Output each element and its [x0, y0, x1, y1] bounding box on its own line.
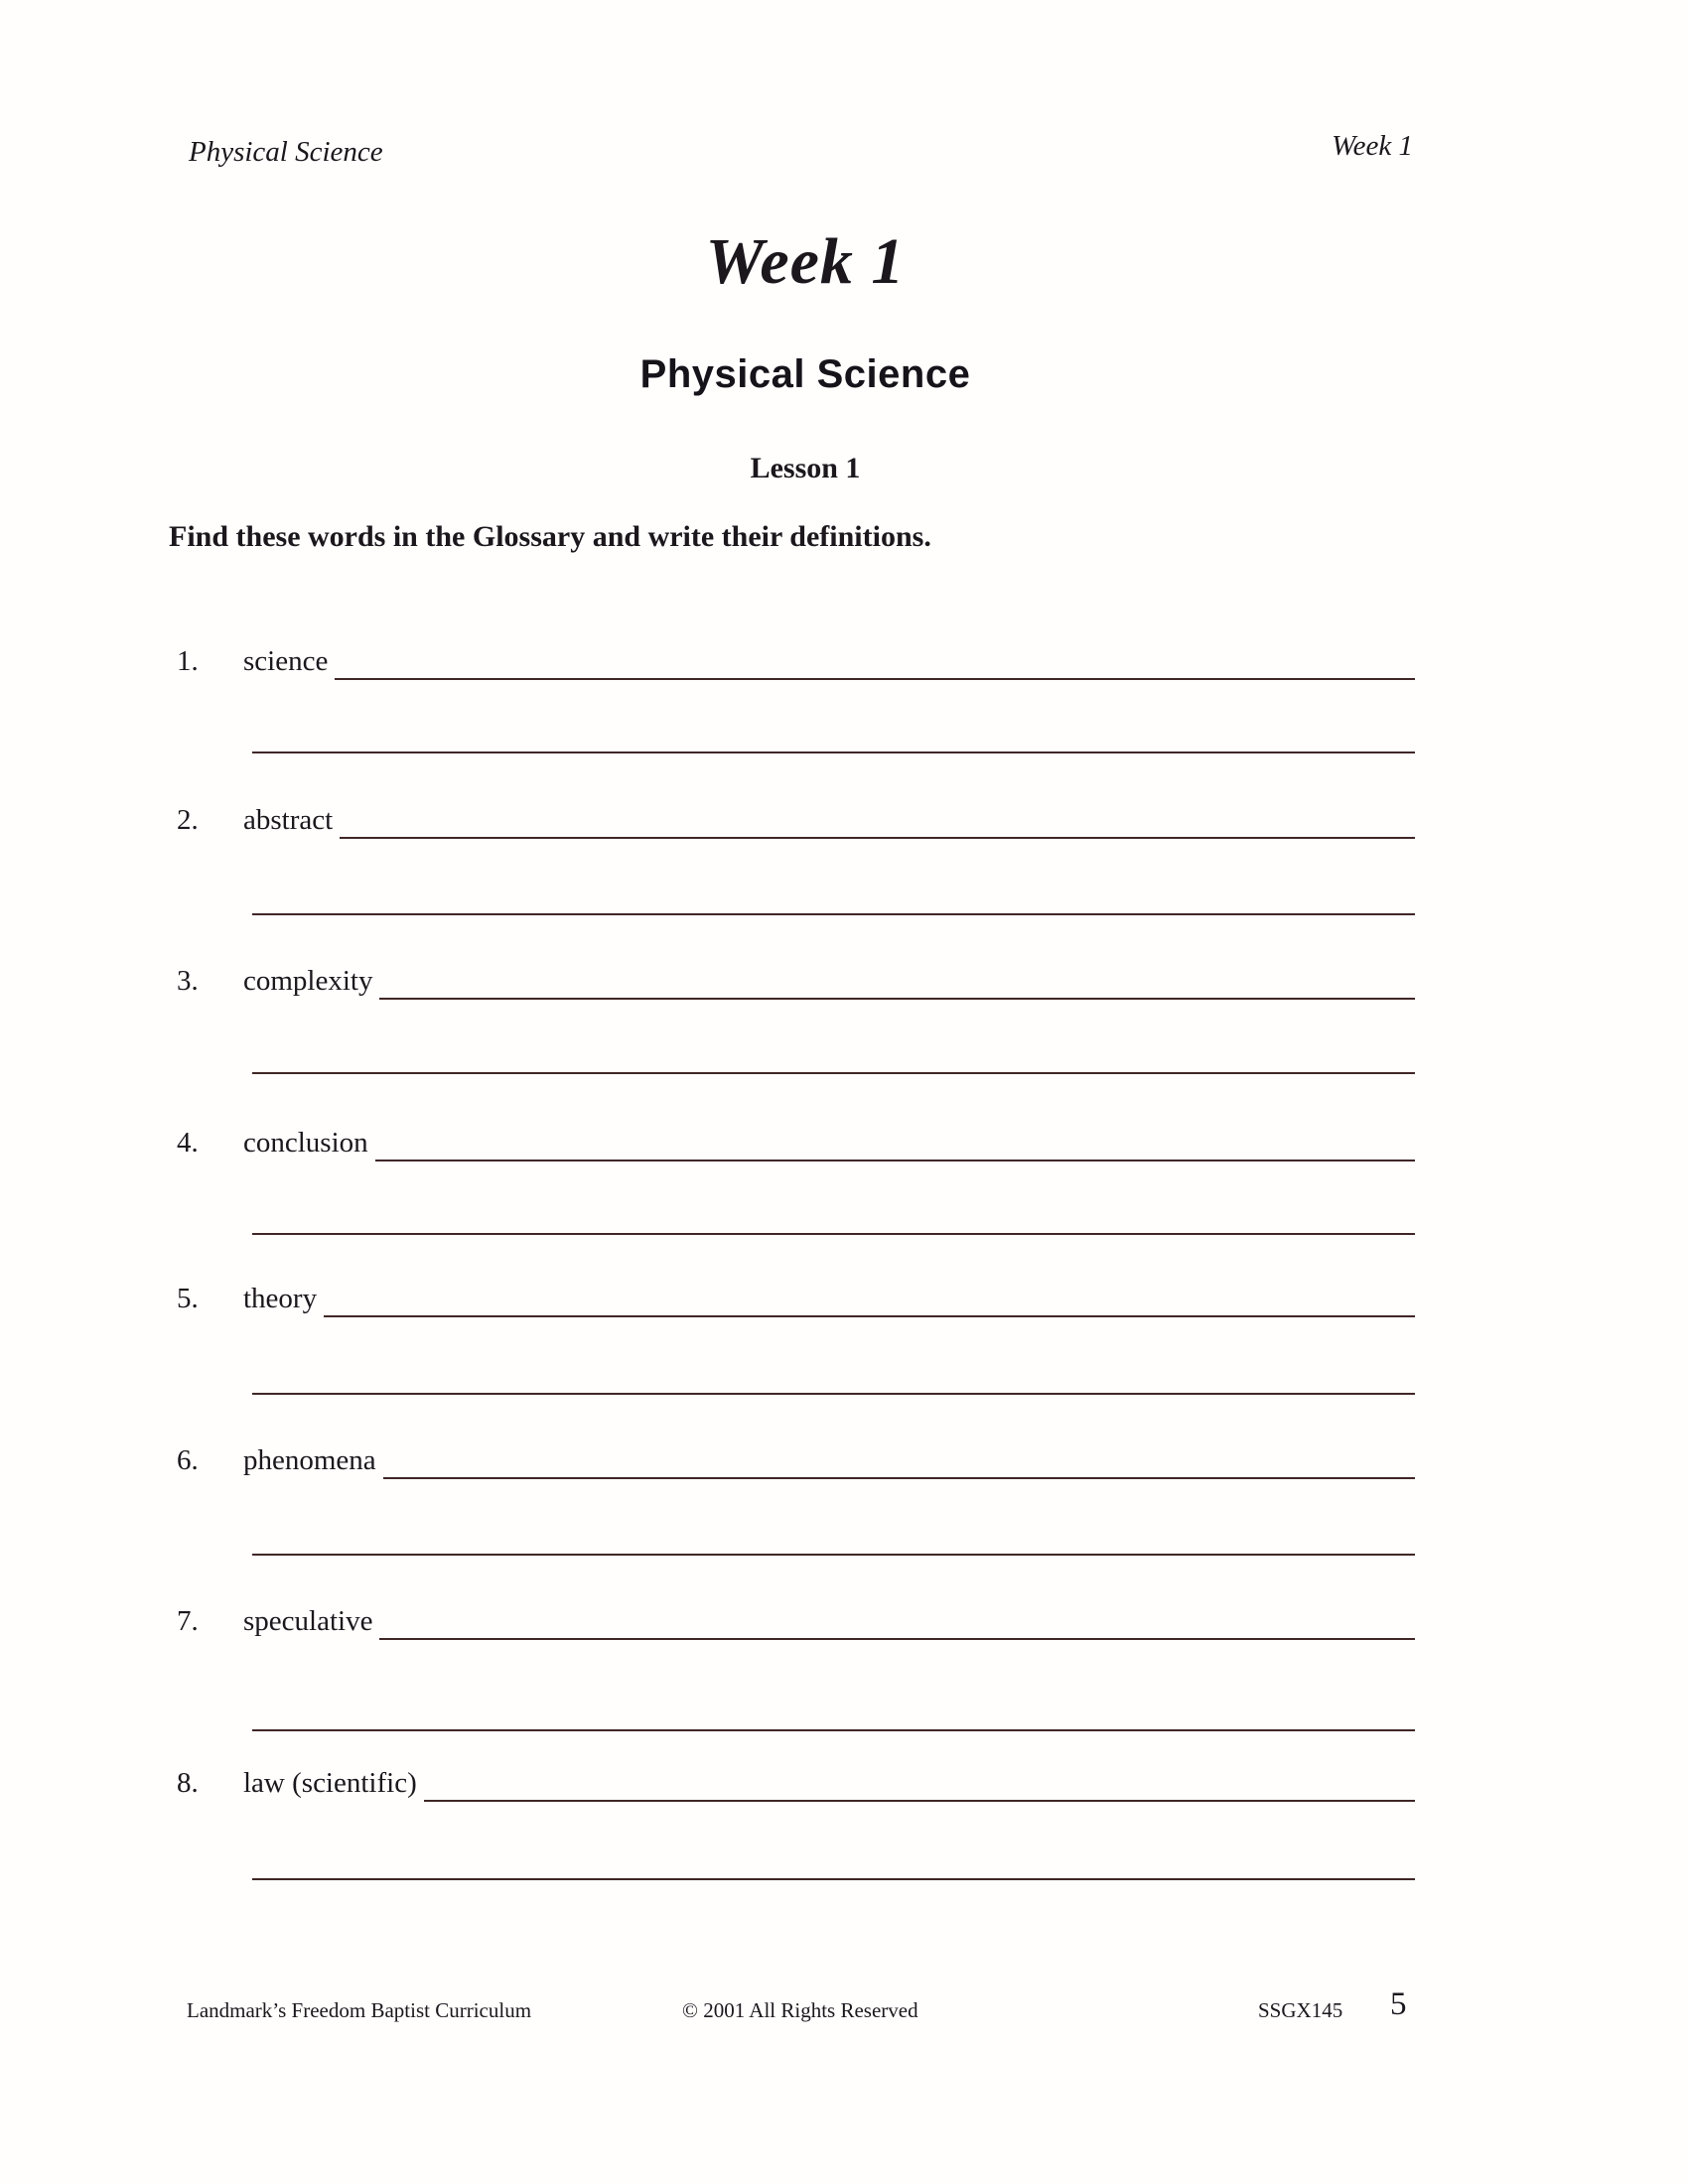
vocab-item-theory: [177, 1280, 1415, 1317]
instructions-text: Find these words in the Glossary and write their definitions.: [169, 520, 931, 553]
answer-line-continuation: [252, 1878, 1415, 1880]
item-number: 7.: [177, 1605, 199, 1637]
answer-line-continuation: [252, 1233, 1415, 1235]
vocab-item-phenomena: [177, 1441, 1415, 1479]
answer-line: [383, 1477, 1415, 1479]
item-number: 1.: [177, 645, 199, 677]
item-number: 4.: [177, 1127, 199, 1159]
item-word: phenomena: [243, 1444, 376, 1476]
footer-publisher: Landmark’s Freedom Baptist Curriculum: [187, 1998, 532, 2022]
item-word: abstract: [243, 804, 334, 836]
item-word: speculative: [243, 1605, 373, 1637]
answer-line: [424, 1800, 1415, 1802]
item-number: 5.: [177, 1283, 199, 1314]
answer-line-continuation: [252, 1393, 1415, 1395]
answer-line-continuation: [252, 1729, 1415, 1731]
vocab-item-speculative: [177, 1602, 1415, 1640]
vocab-item-conclusion: [177, 1124, 1415, 1161]
item-word: law (scientific): [243, 1767, 417, 1799]
running-header-week: Week 1: [1332, 130, 1413, 162]
lesson-heading: Lesson 1: [750, 452, 861, 484]
item-number: 2.: [177, 804, 199, 836]
page-title: Week 1: [705, 225, 906, 298]
item-word: theory: [243, 1283, 318, 1314]
footer-code: SSGX145: [1258, 1998, 1343, 2022]
item-word: conclusion: [243, 1127, 368, 1159]
answer-line: [375, 1160, 1415, 1161]
answer-line: [335, 678, 1415, 680]
vocab-item-law-scientific: [177, 1764, 1415, 1802]
vocab-item-abstract: [177, 801, 1415, 839]
answer-line: [340, 837, 1415, 839]
item-number: 8.: [177, 1767, 199, 1799]
answer-line-continuation: [252, 751, 1415, 753]
answer-line-continuation: [252, 1072, 1415, 1074]
answer-line: [324, 1315, 1415, 1317]
item-word: science: [243, 645, 329, 677]
vocab-item-science: [177, 642, 1415, 680]
answer-line-continuation: [252, 1554, 1415, 1556]
item-number: 3.: [177, 965, 199, 997]
footer-page-number: 5: [1390, 1986, 1407, 2022]
answer-line: [379, 1638, 1415, 1640]
answer-line: [379, 998, 1415, 1000]
vocab-item-complexity: [177, 962, 1415, 1000]
running-header-subject: Physical Science: [189, 136, 383, 168]
item-word: complexity: [243, 965, 373, 997]
item-number: 6.: [177, 1444, 199, 1476]
subject-heading: Physical Science: [639, 352, 971, 396]
answer-line-continuation: [252, 913, 1415, 915]
footer-copyright: © 2001 All Rights Reserved: [682, 1998, 918, 2022]
